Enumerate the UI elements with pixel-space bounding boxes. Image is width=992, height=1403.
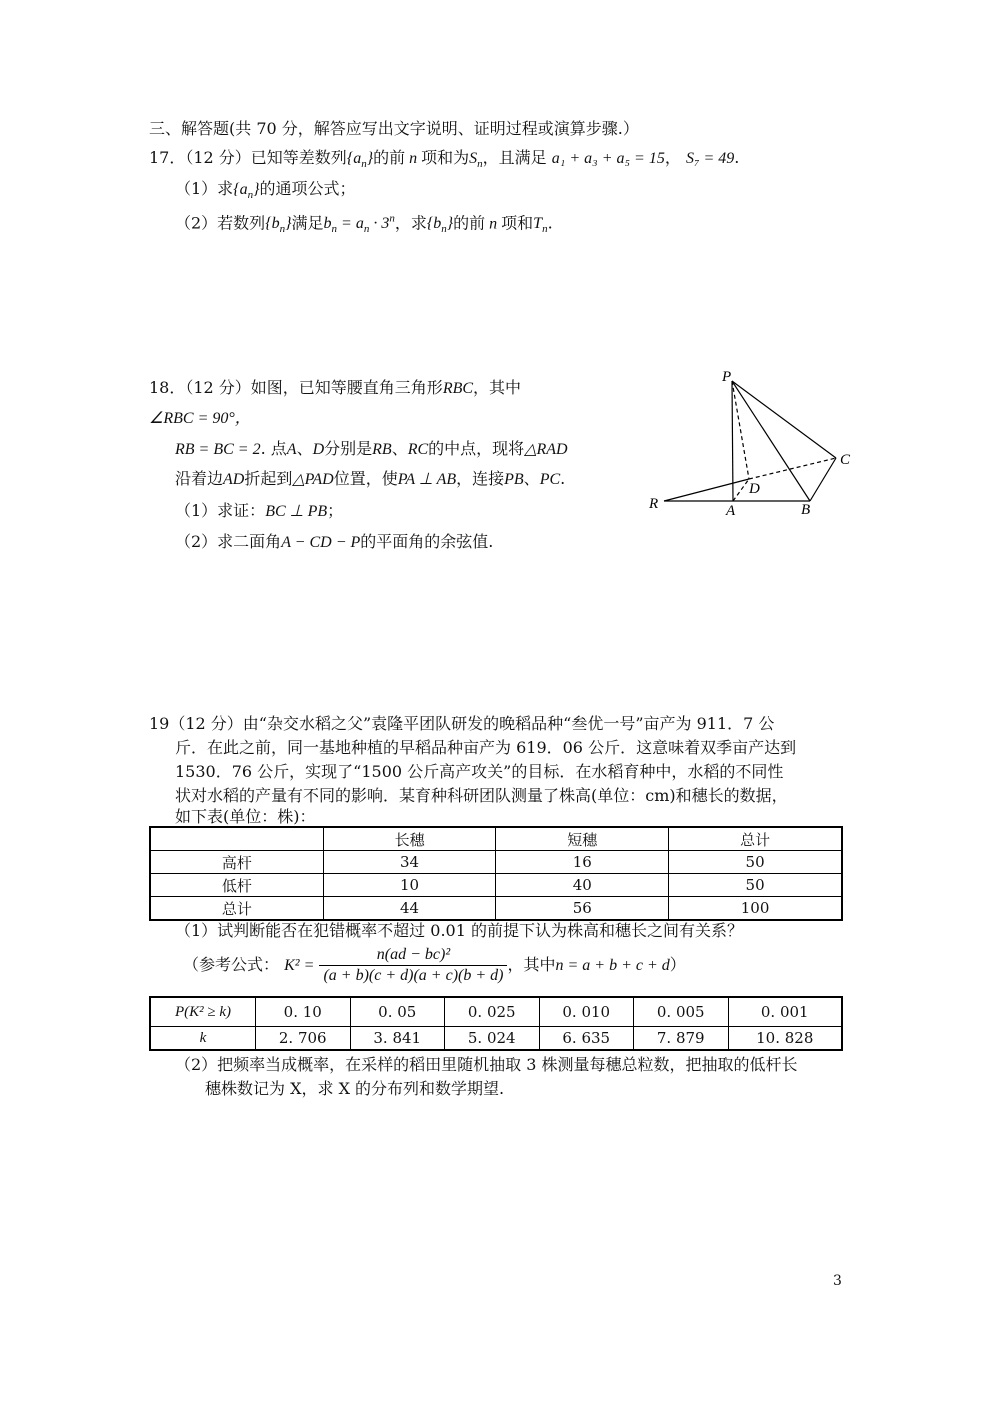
q18-line3 <box>175 468 565 491</box>
table-cell: 50 <box>669 874 842 897</box>
q18-l2-i: RC <box>407 441 429 458</box>
q17-part1-a: （1）求 <box>175 179 234 198</box>
label-c: C <box>840 452 851 468</box>
table-cell: 低杆 <box>150 874 323 897</box>
q17-part1-b: 的通项公式； <box>259 179 356 198</box>
q17-stem-d: ，且满足 <box>482 148 547 167</box>
critical-value-table <box>149 996 843 1051</box>
table-cell: 6. 635 <box>539 1027 634 1051</box>
q18-l2-c: A <box>286 441 297 458</box>
q18-part1-b: BC ⊥ PB <box>265 503 328 520</box>
q19-line1: 19（12 分）由“杂交水稻之父”袁隆平团队研发的晚稻品种“叁优一号”亩产为 911．7 公 <box>149 714 775 733</box>
table-cell: 0. 005 <box>634 997 729 1027</box>
formula-numerator: n(ad − bc)² <box>319 945 507 966</box>
q18-l2-g: RB <box>372 441 392 458</box>
table-cell: 2. 706 <box>256 1027 351 1051</box>
section-heading: 三、解答题(共 70 分，解答应写出文字说明、证明过程或演算步骤.） <box>149 119 639 138</box>
edge-p-b <box>732 381 810 501</box>
edge-d-c <box>749 458 836 479</box>
contingency-table <box>149 826 843 921</box>
table-cell: 10 <box>323 874 496 897</box>
q18-l3-d: △PAD <box>292 471 334 488</box>
q17-cond1: a₁ + a₃ + a₅ = 15 <box>551 150 665 167</box>
table-cell: 34 <box>323 851 496 874</box>
q18-stem <box>149 377 521 400</box>
label-p: P <box>722 369 732 385</box>
table-row <box>150 874 842 897</box>
formula-n: n = a + b + c + d <box>555 957 670 974</box>
table-cell: 0. 010 <box>539 997 634 1027</box>
q17-part1: （1）求$\{a_n\}$的通项公式； <box>175 179 356 202</box>
table-cell: 0. 05 <box>350 997 445 1027</box>
formula-suffix: ） <box>669 955 686 974</box>
q17-part2-d: 的前 <box>453 213 486 233</box>
q17-cond2: S₇ = 49 <box>685 150 735 167</box>
q18-stem-end: ，其中 <box>473 378 522 397</box>
q18-l3-g: ，连接 <box>456 469 505 488</box>
table-cell: 短穗 <box>496 827 669 851</box>
table-cell: 10. 828 <box>728 1027 842 1051</box>
q18-l2-e: D <box>312 441 325 458</box>
table-header-row <box>150 827 842 851</box>
table-cell: 16 <box>496 851 669 874</box>
table-cell: 长穗 <box>323 827 496 851</box>
q18-l2-d: 、 <box>296 439 313 458</box>
q18-l3-b: AD <box>223 471 245 488</box>
q18-stem-triangle: RBC <box>442 380 474 397</box>
table-cell: P(K² ≥ k) <box>150 997 256 1027</box>
table-cell: 总计 <box>150 897 323 921</box>
table-row <box>150 851 842 874</box>
q18-part2-c: 的平面角的余弦值. <box>360 532 494 551</box>
formula-prefix: （参考公式： <box>183 955 280 974</box>
table-row <box>150 1027 842 1051</box>
q18-l3-j: PC <box>539 471 561 488</box>
edge-p-c <box>732 381 836 458</box>
table-row <box>150 897 842 921</box>
q18-line2 <box>175 438 568 461</box>
q19-line4: 状对水稻的产量有不同的影响．某育种科研团队测量了株高(单位：cm)和穗长的数据， <box>175 786 788 805</box>
q18-l3-f: PA ⊥ AB <box>397 471 457 488</box>
label-d: D <box>749 481 760 497</box>
formula-k2: K² = <box>284 957 315 974</box>
q18-l2-a: RB = BC = 2 <box>175 441 261 458</box>
table-cell <box>150 827 323 851</box>
q19-part2-line2: 穗株数记为 X，求 X 的分布列和数学期望. <box>205 1079 505 1098</box>
q18-l3-a: 沿着边 <box>175 469 224 488</box>
table-cell: 50 <box>669 851 842 874</box>
q17-stem-c: 项和为 <box>421 148 470 167</box>
page-number: 3 <box>833 1273 842 1289</box>
table-cell: 7. 879 <box>634 1027 729 1051</box>
formula-where: ，其中 <box>507 955 556 974</box>
q18-l2-k: △RAD <box>524 441 568 458</box>
pyramid-figure <box>640 368 860 518</box>
q18-angle: ∠RBC = 90°， <box>149 410 251 427</box>
table-cell: 100 <box>669 897 842 921</box>
q18-l3-e: 位置，使 <box>333 469 398 488</box>
table-cell: 总计 <box>669 827 842 851</box>
table-cell: 0. 10 <box>256 997 351 1027</box>
edge-p-d <box>732 381 749 479</box>
edge-b-c <box>810 458 836 501</box>
formula-fraction <box>319 945 507 986</box>
table-cell: 高杆 <box>150 851 323 874</box>
q18-l3-h: PB <box>504 471 524 488</box>
q17-stem-text: 17．（12 分）已知等差数列 <box>149 148 347 167</box>
q18-l2-j: 的中点，现将 <box>428 439 525 458</box>
formula-denominator: (a + b)(c + d)(a + c)(b + d) <box>323 967 504 984</box>
q18-part1-c: ； <box>327 501 344 520</box>
q18-part2-a: （2）求二面角 <box>175 532 282 551</box>
q19-line5: 如下表(单位：株)： <box>175 807 316 826</box>
q17-part2-b: 满足 <box>291 213 324 233</box>
table-cell: 44 <box>323 897 496 921</box>
table-cell: 0. 025 <box>445 997 540 1027</box>
q18-part1 <box>175 500 343 523</box>
edge-r-d <box>664 479 749 501</box>
q18-part2 <box>175 531 493 554</box>
q18-part2-b: A − CD − P <box>281 534 361 551</box>
q18-l2-b: . 点 <box>260 439 287 458</box>
q18-l2-f: 分别是 <box>324 439 373 458</box>
q18-l3-k: . <box>560 469 566 488</box>
table-cell: 5. 024 <box>445 1027 540 1051</box>
table-row <box>150 997 842 1027</box>
q19-line3: 1530．76 公斤，实现了“1500 公斤高产攻关”的目标．在水稻育种中，水稻的不同性 <box>175 762 784 781</box>
label-a: A <box>726 503 736 518</box>
q19-line2: 斤．在此之前，同一基地种植的早稻品种亩产为 619．06 公斤．这意味着双季亩产达到 <box>175 738 797 757</box>
table-cell: 3. 841 <box>350 1027 445 1051</box>
q17-stem-b: 的前 <box>373 148 406 167</box>
label-b: B <box>801 502 811 518</box>
q17-stem: 17．（12 分）已知等差数列$\{a_n\}$的前 n 项和为$S_n$，且满足 a₁ + a₃ + a₅ = 15， S₇ = 49. <box>149 148 740 171</box>
q18-l2-h: 、 <box>391 439 408 458</box>
q19-part2-line1: （2）把频率当成概率，在采样的稻田里随机抽取 3 株测量每穗总粒数，把抽取的低杆长 <box>175 1055 798 1074</box>
q17-part2-e: 项和 <box>501 213 534 233</box>
table-cell: 40 <box>496 874 669 897</box>
q18-l3-i: 、 <box>523 469 540 488</box>
q17-part2-c: ，求 <box>394 213 427 233</box>
q18-part1-a: （1）求证： <box>175 501 266 520</box>
q19-part1: （1）试判断能否在犯错概率不超过 0.01 的前提下认为株高和穗长之间有关系？ <box>175 921 743 940</box>
q18-stem-text: 18．（12 分）如图，已知等腰直角三角形 <box>149 378 443 397</box>
table-cell: k <box>150 1027 256 1051</box>
q17-part2: （2）若数列$\{b_n\}$满足$b_n = a_n \cdot 3^n$，求$\{b_n\}$的前 n 项和$T_n$. <box>175 213 553 236</box>
table-cell: 56 <box>496 897 669 921</box>
label-r: R <box>649 496 659 512</box>
q18-l3-c: 折起到 <box>244 469 293 488</box>
q17-part2-f: . <box>547 213 553 233</box>
q17-part2-a: （2）若数列 <box>175 213 266 233</box>
table-cell: 0. 001 <box>728 997 842 1027</box>
q19-formula <box>183 945 686 986</box>
